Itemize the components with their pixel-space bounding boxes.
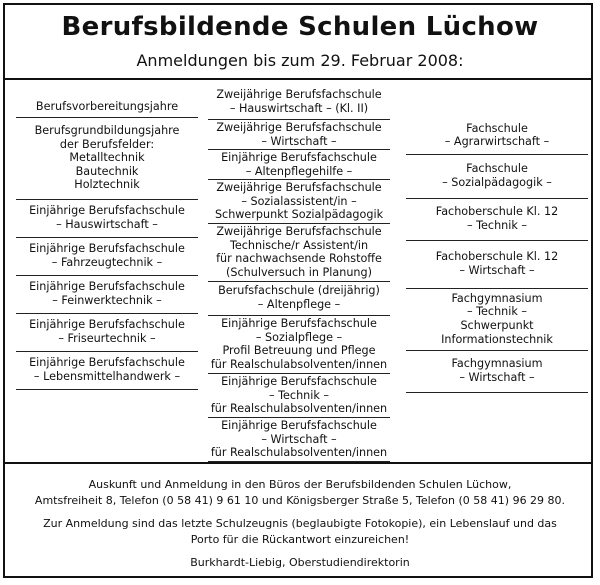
course-line: – Agrarwirtschaft –: [444, 135, 550, 149]
course-line: Fachgymnasium: [451, 357, 543, 371]
course-item: [406, 199, 588, 241]
course-item: [406, 118, 588, 155]
course-line: Einjährige Berufsfachschule: [29, 242, 185, 256]
footer-info-line2: Amtsfreiheit 8, Telefon (0 58 41) 9 61 10 und Königsberger Straße 5, Telefon (0 58 41) 96 29 80.: [34, 494, 566, 507]
course-line: – Technik –: [466, 218, 528, 232]
course-item: [208, 224, 390, 282]
course-line: Berufsgrundbildungsjahre: [34, 124, 180, 137]
course-item: [208, 282, 390, 316]
course-line: Fachschule: [466, 121, 528, 135]
course-line: Einjährige Berufsfachschule: [29, 318, 185, 332]
course-line: – Friseurtechnik –: [58, 331, 156, 345]
course-line: Berufsvorbereitungsjahre: [35, 100, 179, 114]
course-line: der Berufsfelder:: [59, 137, 155, 151]
course-line: – Fahrzeugtechnik –: [51, 255, 163, 269]
course-line: Einjährige Berufsfachschule: [29, 280, 185, 294]
course-item: [208, 180, 390, 224]
course-line: – Altenpflege –: [257, 297, 341, 311]
course-line: Einjährige Berufsfachschule: [29, 204, 185, 218]
course-item: [406, 351, 588, 393]
column-right: [404, 118, 590, 393]
course-item: [16, 352, 198, 390]
course-line: Bautechnik: [75, 164, 139, 178]
course-line: Schwerpunkt Sozialpädagogik: [214, 208, 384, 222]
footer-signature: Burkhardt-Liebig, Oberstudiendirektorin: [190, 556, 410, 569]
course-line: – Hauswirtschaft –: [56, 217, 158, 231]
course-line: Holztechnik: [74, 178, 140, 192]
divider-bottom: [3, 462, 593, 464]
course-item: [208, 316, 390, 374]
footer-info-line1: Auskunft und Anmeldung in den Büros der Berufsbildenden Schulen Lüchow,: [88, 478, 512, 491]
course-item: [406, 241, 588, 289]
course-item: [16, 118, 198, 200]
course-line: Fachoberschule Kl. 12: [435, 205, 559, 219]
course-line: Fachschule: [466, 162, 528, 176]
course-line: Berufsfachschule (dreijährig): [218, 284, 380, 298]
course-line: für Realschulabsolventen/innen: [210, 357, 388, 371]
course-item: [16, 98, 198, 118]
course-line: Fachoberschule Kl. 12: [435, 250, 559, 264]
course-line: – Sozialpflege –: [255, 330, 343, 344]
course-item: [16, 276, 198, 314]
course-item: [16, 200, 198, 238]
course-item: [208, 418, 390, 462]
course-line: Profil Betreuung und Pflege: [222, 344, 376, 358]
course-item: [16, 238, 198, 276]
course-line: – Technik –: [268, 388, 330, 402]
course-item: [16, 314, 198, 352]
column-middle: [206, 86, 392, 462]
course-line: – Sozialpädagogik –: [442, 175, 552, 189]
course-line: – Altenpflegehilfe –: [245, 164, 353, 178]
course-line: – Wirtschaft –: [459, 370, 535, 384]
course-item: [208, 120, 390, 150]
course-line: Fachgymnasium: [451, 291, 543, 305]
course-line: Technische/r Assistent/in: [229, 238, 369, 252]
course-line: für Realschulabsolventen/innen: [210, 402, 388, 416]
course-line: Schwerpunkt: [460, 318, 534, 332]
course-line: – Wirtschaft –: [261, 134, 337, 148]
course-line: – Hauswirtschaft – (Kl. II): [229, 101, 369, 115]
course-line: Informationstechnik: [441, 332, 553, 346]
divider-top: [3, 78, 593, 80]
course-line: Zweijährige Berufsfachschule: [216, 225, 382, 238]
footer-requirements-line2: Porto für die Rückantwort einzureichen!: [190, 533, 410, 546]
course-line: (Schulversuch in Planung): [226, 265, 372, 279]
course-line: Einjährige Berufsfachschule: [29, 356, 185, 370]
course-line: Einjährige Berufsfachschule: [221, 151, 377, 164]
course-line: für nachwachsende Rohstoffe: [216, 252, 382, 266]
course-line: – Technik –: [466, 305, 528, 319]
column-left: [14, 98, 200, 390]
course-line: – Sozialassistent/in –: [241, 194, 357, 208]
footer-requirements-line1: Zur Anmeldung sind das letzte Schulzeugnis (beglaubigte Fotokopie), ein Lebenslauf und das: [43, 517, 557, 530]
course-line: – Wirtschaft –: [459, 263, 535, 277]
course-line: – Wirtschaft –: [261, 432, 337, 446]
course-item: [208, 374, 390, 418]
page-title: Berufsbildende Schulen Lüchow: [61, 12, 539, 42]
course-line: Metalltechnik: [69, 151, 145, 165]
course-item: [406, 155, 588, 199]
course-line: Zweijährige Berufsfachschule: [216, 121, 382, 134]
course-item: [208, 86, 390, 120]
course-line: für Realschulabsolventen/innen: [210, 446, 388, 460]
course-line: Einjährige Berufsfachschule: [221, 419, 377, 432]
course-line: Einjährige Berufsfachschule: [221, 375, 377, 388]
course-line: – Lebensmittelhandwerk –: [33, 369, 181, 383]
course-item: [208, 150, 390, 180]
course-line: – Feinwerktechnik –: [52, 293, 162, 307]
course-line: Einjährige Berufsfachschule: [221, 317, 377, 330]
course-item: [406, 289, 588, 351]
registration-deadline: Anmeldungen bis zum 29. Februar 2008:: [136, 51, 464, 70]
course-line: Zweijährige Berufsfachschule: [216, 181, 382, 194]
course-line: Zweijährige Berufsfachschule: [216, 88, 382, 102]
